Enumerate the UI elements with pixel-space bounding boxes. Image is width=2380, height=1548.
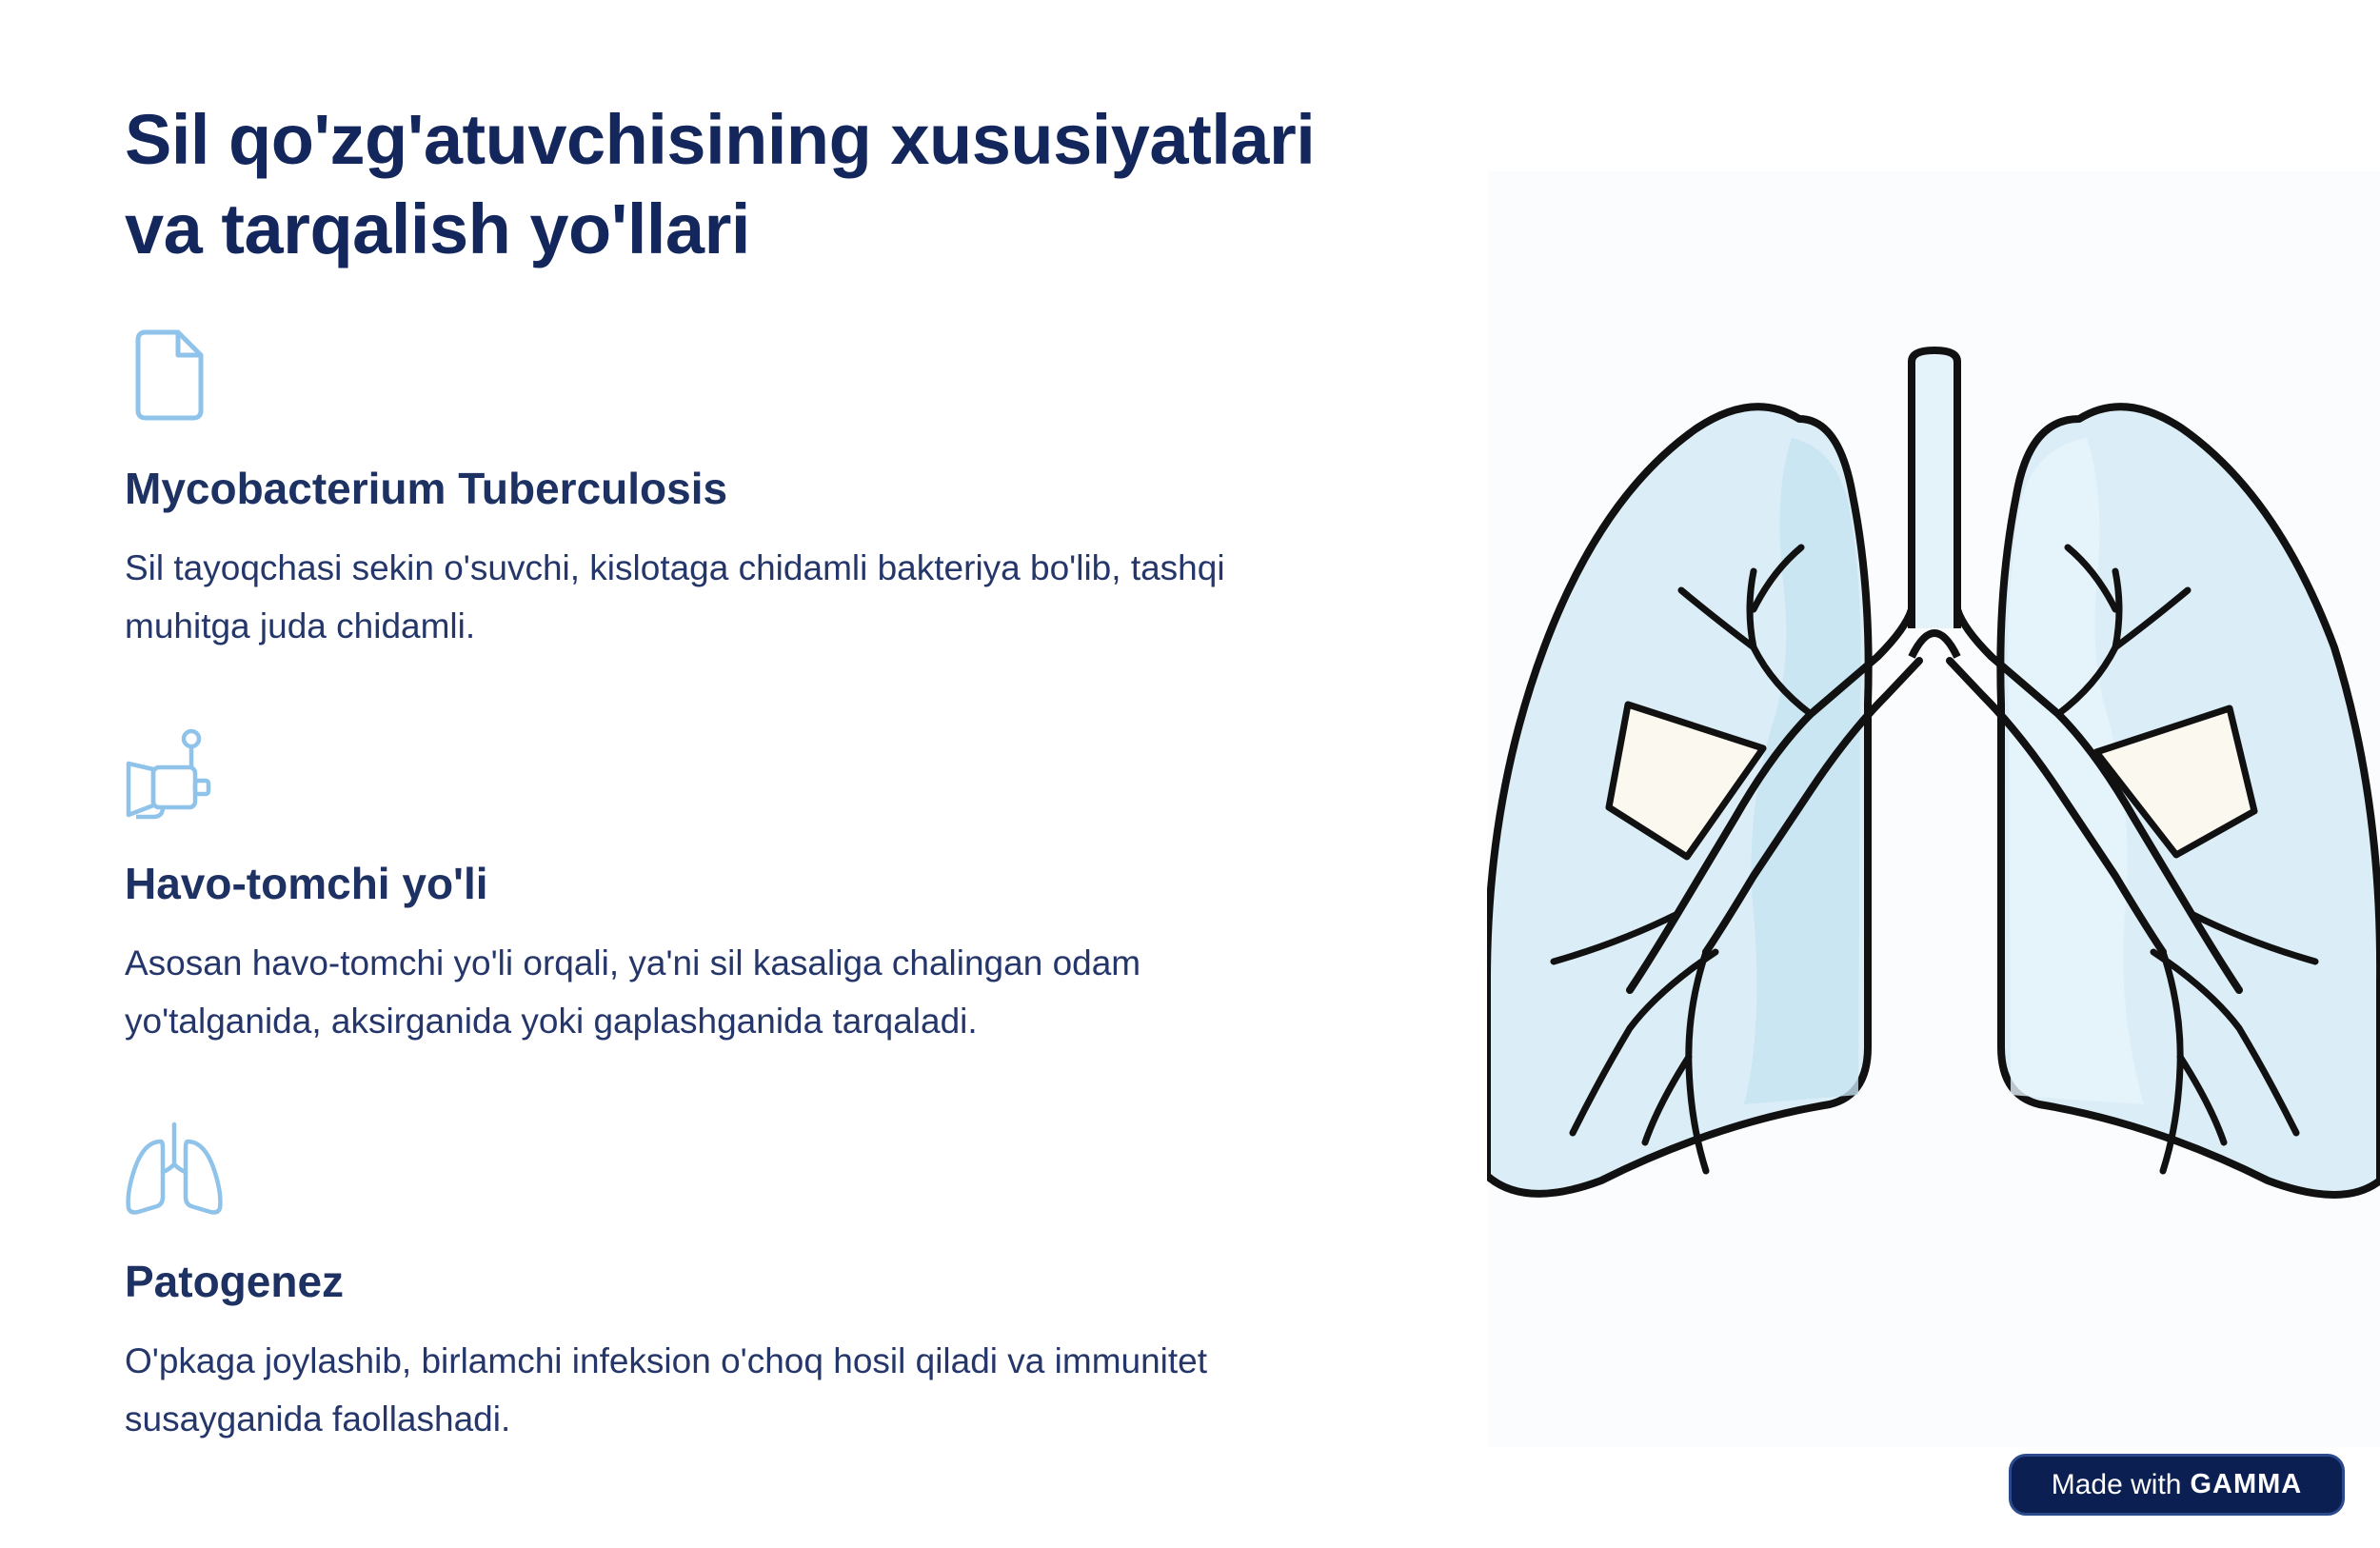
feature-item-mycobacterium (125, 328, 1343, 652)
lungs-illustration (1487, 0, 2380, 1548)
trachea (1912, 350, 1957, 628)
page-title-line-2: va tarqalish yo'llari (125, 189, 750, 268)
feature-heading: Havo-tomchi yo'li (125, 859, 488, 908)
feature-description: Sil tayoqchasi sekin o'suvchi, kislotaga chidamli bakteriya bo'lib, tashqi muhitga juda chidamli. (125, 548, 1225, 645)
feature-item-pathogenesis (125, 1121, 1343, 1444)
page-title-line-1: Sil qo'zg'atuvchisining xususiyatlari (125, 100, 1316, 179)
feature-item-airborne (125, 724, 1343, 1047)
page-title (125, 95, 1362, 274)
feature-heading: Mycobacterium Tuberculosis (125, 464, 728, 513)
gamma-logo: GAMMA (2190, 1469, 2303, 1499)
feature-description: Asosan havo-tomchi yo'li orqali, ya'ni sil kasaliga chalingan odam yo'talganida, aksirganida yoki gaplashganida tarqaladi. (125, 943, 1141, 1041)
document-icon (132, 328, 208, 424)
feature-description: O'pkaga joylashib, birlamchi infeksion o'choq hosil qiladi va immunitet susayganida faollashadi. (125, 1341, 1208, 1439)
feature-heading: Patogenez (125, 1257, 345, 1306)
made-with-gamma-badge[interactable] (2009, 1454, 2345, 1516)
lungs-icon (125, 1121, 224, 1218)
projector-icon (125, 724, 220, 823)
badge-prefix: Made with (2051, 1468, 2182, 1500)
